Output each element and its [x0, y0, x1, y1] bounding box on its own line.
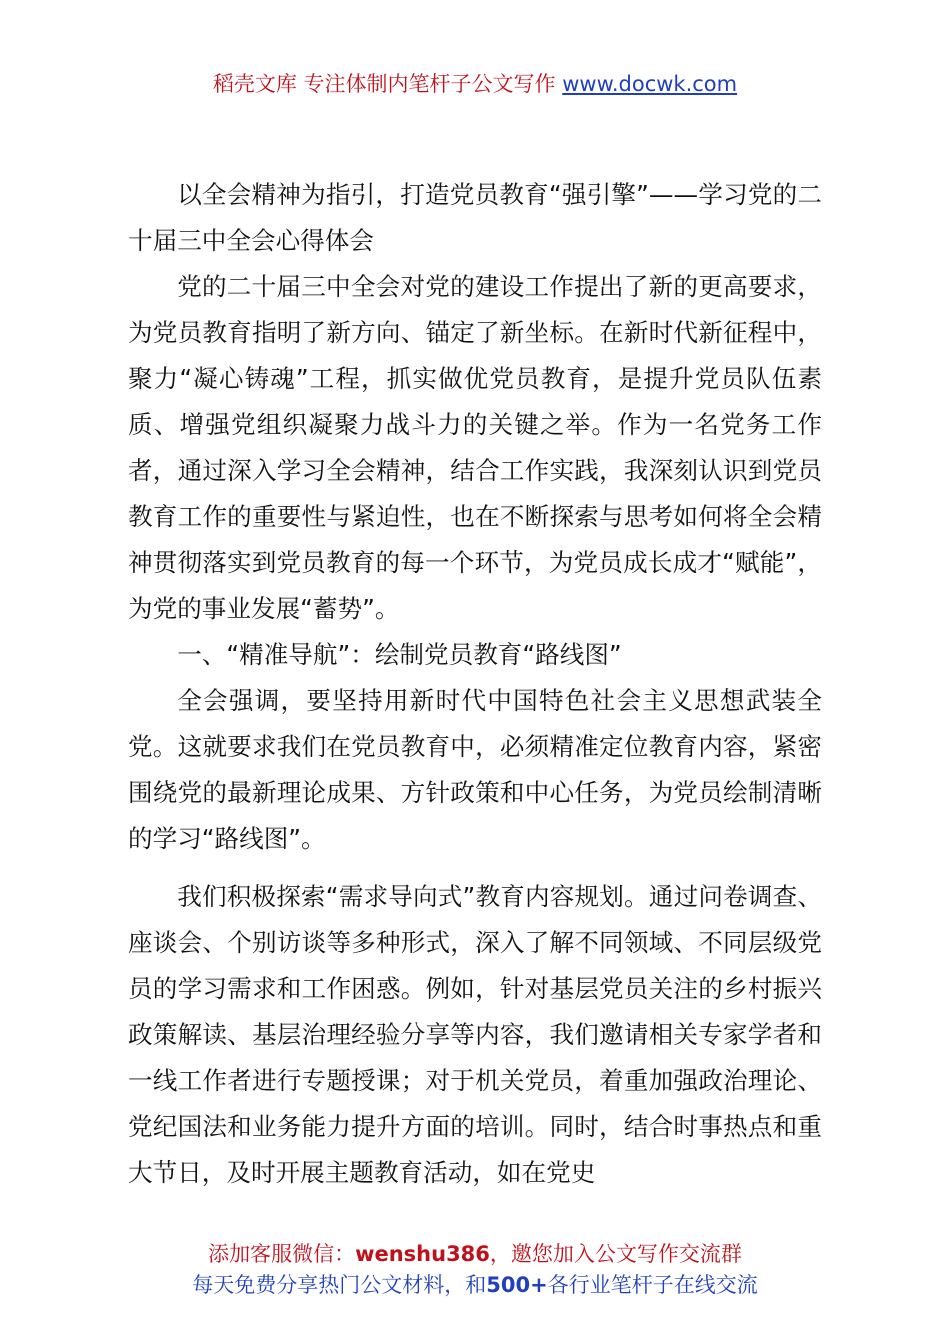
paragraph-2: 全会强调，要坚持用新时代中国特色社会主义思想武装全党。这就要求我们在党员教育中，必须精准定位教育内容，紧密围绕党的最新理论成果、方针政策和中心任务，为党员绘制清晰的学习“路线图”。: [128, 686, 822, 853]
footer-line-2: [0, 1270, 950, 1301]
paragraph-3: 我们积极探索“需求导向式”教育内容规划。通过问卷调查、座谈会、个别访谈等多种形式，深入了解不同领域、不同层级党员的学习需求和工作困惑。例如，针对基层党员关注的乡村振兴政策解读、基层治理经验分享等内容，我们邀请相关专家学者和一线工作者进行专题授课；对于机关党员，着重加强政治理论、党纪国法和业务能力提升方面的培训。同时，结合时事热点和重大节日，及时开展主题教育活动，如在党史: [128, 882, 822, 1187]
brand-text: 稻壳文库 专注体制内笔杆子公文写作: [212, 72, 556, 96]
footer-share-prefix: 每天免费分享热门公文材料，和: [192, 1273, 487, 1297]
page-footer: [0, 1239, 950, 1301]
site-link[interactable]: www.docwk.com: [562, 72, 738, 96]
footer-count: 500+: [486, 1273, 548, 1297]
section-heading-1: 一、“精准导航”：绘制党员教育“路线图”: [177, 640, 622, 669]
document-title: 以全会精神为指引，打造党员教育“强引擎”——学习党的二十届三中全会心得体会: [128, 180, 822, 255]
page-header: [0, 68, 950, 100]
wechat-id: wenshu386: [355, 1242, 490, 1266]
footer-line-1: [0, 1239, 950, 1270]
footer-share-suffix: 各行业笔杆子在线交流: [547, 1273, 758, 1297]
paragraph-intro: 党的二十届三中全会对党的建设工作提出了新的更高要求，为党员教育指明了新方向、锚定了新坐标。在新时代新征程中，聚力“凝心铸魂”工程，抓实做优党员教育，是提升党员队伍素质、增强党组织凝聚力战斗力的关键之举。作为一名党务工作者，通过深入学习全会精神，结合工作实践，我深刻认识到党员教育工作的重要性与紧迫性，也在不断探索与思考如何将全会精神贯彻落实到党员教育的每一个环节，为党员成长成才“赋能”，为党的事业发展“蓄势”。: [128, 272, 822, 623]
document-body: [128, 172, 822, 1196]
footer-wechat-suffix: ，邀您加入公文写作交流群: [489, 1242, 742, 1266]
footer-wechat-prefix: 添加客服微信：: [208, 1242, 356, 1266]
